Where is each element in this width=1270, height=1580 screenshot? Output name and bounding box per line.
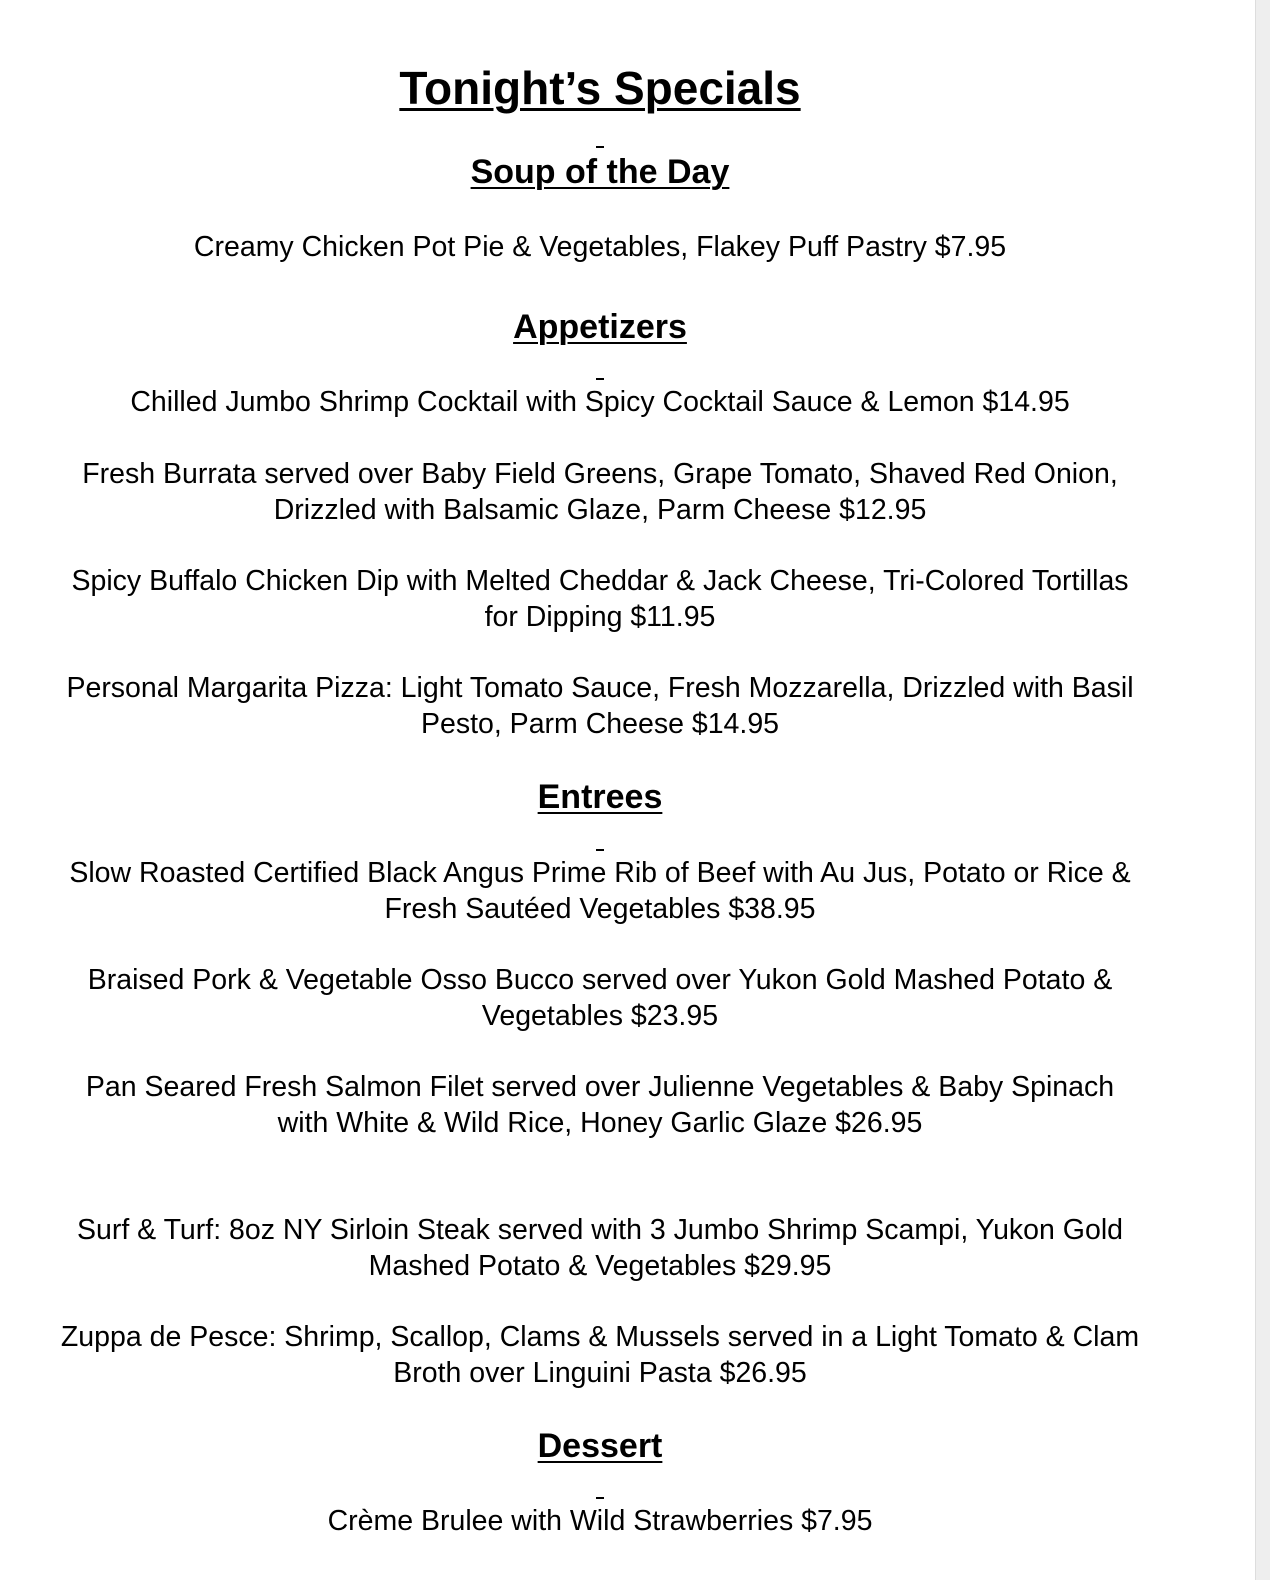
menu-item-creme-brulee: Crème Brulee with Wild Strawberries $7.95 bbox=[327, 1505, 873, 1537]
menu-item-salmon: Pan Seared Fresh Salmon Filet served over Julienne Vegetables & Baby Spinach with White & Wild Rice, Honey Garlic Glaze $26.95 bbox=[85, 1071, 1115, 1139]
menu-item-surf-and-turf: Surf & Turf: 8oz NY Sirloin Steak served with 3 Jumbo Shrimp Scampi, Yukon Gold Mashed Potato & Vegetables $29.95 bbox=[76, 1214, 1123, 1282]
separator-mark bbox=[596, 378, 604, 380]
menu-item-margarita-pizza: Personal Margarita Pizza: Light Tomato Sauce, Fresh Mozzarella, Drizzled with Basil Pesto, Parm Cheese $14.95 bbox=[66, 672, 1134, 740]
section-heading-entrees: Entrees bbox=[537, 778, 663, 816]
section-heading-dessert: Dessert bbox=[537, 1427, 663, 1465]
menu-item-burrata: Fresh Burrata served over Baby Field Greens, Grape Tomato, Shaved Red Onion, Drizzled with Balsamic Glaze, Parm Cheese $12.95 bbox=[82, 458, 1118, 526]
separator-mark bbox=[596, 849, 604, 851]
section-heading-soup: Soup of the Day bbox=[470, 153, 730, 191]
menu-item-buffalo-dip: Spicy Buffalo Chicken Dip with Melted Cheddar & Jack Cheese, Tri-Colored Tortillas for Dipping $11.95 bbox=[71, 565, 1129, 633]
menu-item-soup: Creamy Chicken Pot Pie & Vegetables, Flakey Puff Pastry $7.95 bbox=[193, 231, 1007, 263]
separator-mark bbox=[596, 1497, 604, 1499]
separator-mark bbox=[596, 146, 604, 148]
menu-item-osso-bucco: Braised Pork & Vegetable Osso Bucco served over Yukon Gold Mashed Potato & Vegetables $23.95 bbox=[87, 964, 1113, 1032]
menu-item-shrimp-cocktail: Chilled Jumbo Shrimp Cocktail with Spicy Cocktail Sauce & Lemon $14.95 bbox=[130, 386, 1070, 418]
section-heading-appetizers: Appetizers bbox=[513, 308, 687, 346]
menu-item-zuppa-de-pesce: Zuppa de Pesce: Shrimp, Scallop, Clams & Mussels served in a Light Tomato & Clam Broth over Linguini Pasta $26.95 bbox=[60, 1321, 1140, 1389]
page-title: Tonight’s Specials bbox=[399, 62, 801, 114]
menu-item-prime-rib: Slow Roasted Certified Black Angus Prime Rib of Beef with Au Jus, Potato or Rice & Fresh Sautéed Vegetables $38.95 bbox=[69, 857, 1131, 925]
page-edge bbox=[1255, 0, 1270, 1580]
